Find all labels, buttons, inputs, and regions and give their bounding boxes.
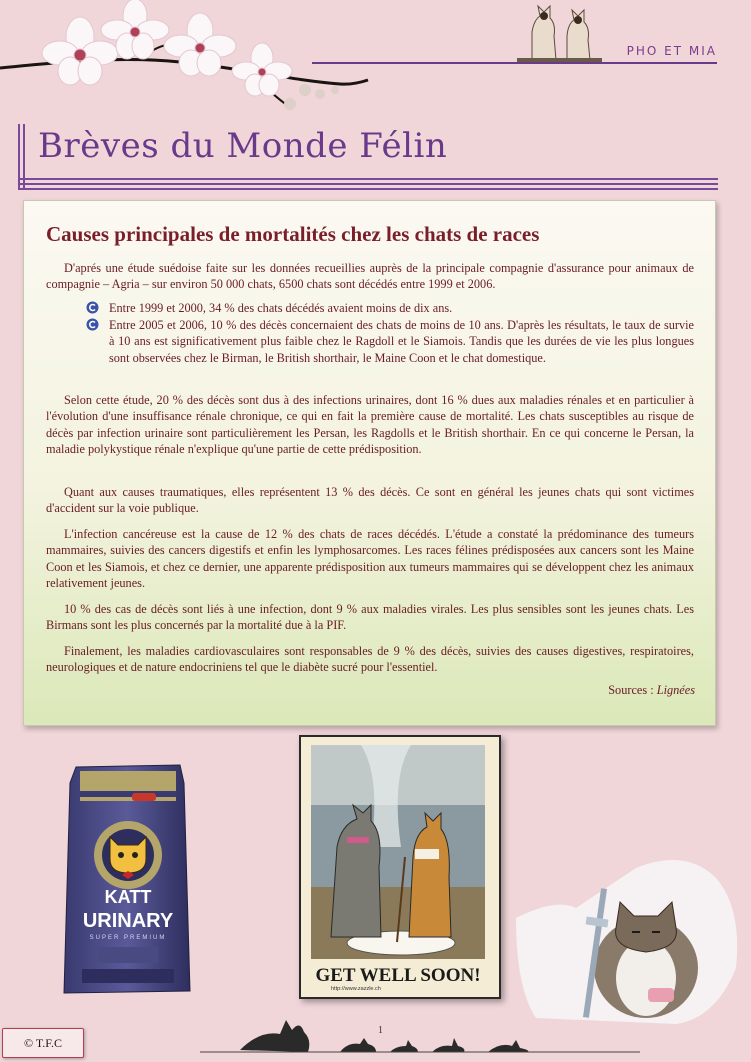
sources-line	[608, 683, 695, 698]
poster-caption: GET WELL SOON!	[315, 965, 481, 986]
copyright-badge: © T.F.C	[2, 1028, 84, 1058]
header-rule	[312, 62, 717, 64]
bullet-text: Entre 2005 et 2006, 10 % des décès concernaient des chats de moins de 10 ans. D'après les résultats, le taux de survie à 10 ans est significativement plus faible chez le Ragdoll et le Siamois. Tandis que les durées de vie les plus longues sont observées chez le Birman, le British shorthair, le Maine Coon et le chat domestique.	[109, 318, 694, 365]
paragraph-text: Quant aux causes traumatiques, elles représentent 13 % des décès. Ce sont en général les jeunes chats qui sont victimes d'accident sur la voie publique.	[46, 485, 694, 516]
katt-urinary-bag-image	[62, 763, 192, 995]
paragraph-text: Finalement, les maladies cardiovasculaires sont responsables de 9 % des décès, suivies des causes digestives, respiratoires, neurologiques et de nature endocriniens tel que le diabète sucré pour l'essentiel.	[46, 644, 694, 675]
bullet-icon	[86, 301, 99, 314]
sources-label: Sources :	[608, 683, 654, 697]
bullet-text: Entre 1999 et 2000, 34 % des chats décédés avaient moins de dix ans.	[109, 301, 453, 315]
intro-paragraph	[46, 260, 694, 293]
bullet-icon	[86, 318, 99, 331]
paragraph	[46, 392, 694, 458]
get-well-soon-poster	[299, 735, 501, 999]
bag-label-katt: KATT	[104, 887, 152, 907]
paragraph-text: Selon cette étude, 20 % des décès sont dus à des infections urinaires, dont 16 % dues aux maladies rénales et en particulier à l'évolution d'une insuffisance rénale chronique, ce qui en fait la première cause de mortalité. Les chats susceptibles au risque de décès par infection urinaire sont particulièrement les Persan, les Ragdolls et le British shorthair. En ce qui concerne le Persan, la maladie polykystique rénale n'explique qu'une partie de cette prédisposition.	[46, 393, 694, 457]
poster-illustration	[301, 737, 495, 993]
bag-label-urinary: URINARY	[82, 910, 174, 932]
paragraph	[46, 643, 694, 676]
page-number: 1	[378, 1025, 383, 1036]
bag-label-premium: SUPER PREMIUM	[89, 935, 167, 941]
paragraph	[46, 484, 694, 517]
paragraph-text: L'infection cancéreuse est la cause de 12 % des chats de races décédés. L'étude a constaté la prédominance des tumeurs mammaires, suivies des cancers digestifs et enfin les lymphosarcomes. Les races félines prédisposées aux cancers sont les Maine Coon et les Siamois, et chez ce dernier, une apparente prédisposition aux tumeurs mammaires qui se développent chez les animaux relativement jeunes.	[46, 527, 694, 591]
intro-text: D'aprés une étude suédoise faite sur les données recueillies auprès de la principale compagnie d'assurance pour animaux de compagnie – Agria – sur environ 50 000 chats, 6500 chats sont décédés entre 1999 et 2006.	[46, 261, 694, 292]
siamese-cats-image	[512, 2, 607, 62]
orchid-branch-decoration	[0, 0, 370, 115]
page-title: Brèves du Monde Félin	[38, 126, 448, 166]
footer-cats-silhouettes	[200, 1000, 640, 1062]
paragraph	[46, 526, 694, 592]
poster-url: http://www.zazzle.ch	[331, 986, 381, 992]
paragraph-text: 10 % des cas de décès sont liés à une infection, dont 9 % aux maladies virales. Les plus sensibles sont les jeunes chats. Les Birmans sont les plus concernés par la mortalité due à la PIF.	[46, 602, 694, 633]
paragraph	[46, 601, 694, 634]
sources-value: Lignées	[656, 683, 695, 697]
article-title: Causes principales de mortalités chez les chats de races	[46, 222, 540, 246]
brand-label: PHO ET MIA	[626, 44, 717, 58]
